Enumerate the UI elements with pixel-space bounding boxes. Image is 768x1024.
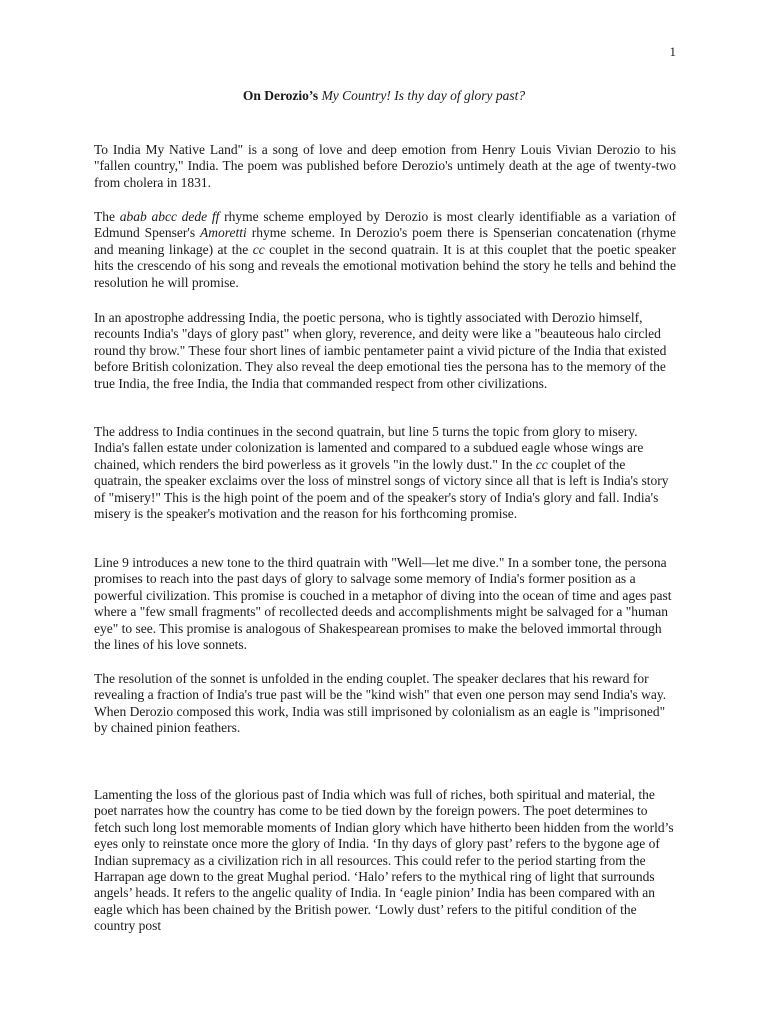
p2-cc-italic: cc <box>252 241 265 257</box>
paragraph-lament: Lamenting the loss of the glorious past of India which was full of riches, both spiritual and material, the poet narrates how the country has come to be tied down by the foreign powers. The poet determines to fetch such long lost memorable moments of Indian glory which have hitherto been hidden from the world’s eyes only to reinstate once more the glory of India. ‘In thy days of glory past’ refers to the bygone age of Indian supremacy as a civilization rich in all resources. This could refer to the period starting from the Harrapan age down to the great Mughal period. ‘Halo’ refers to the mythical ring of light that surrounds angels’ heads. It refers to the angelic quality of India. In ‘eagle pinion’ India has been compared with an eagle which has been chained by the British power. ‘Lowly dust’ refers to the pitiful condition of the country post <box>94 787 674 934</box>
p2-amoretti-italic: Amoretti <box>200 225 247 241</box>
p4-text-c: couplet of the quatrain, the speaker exclaims over the loss of minstrel songs of victory since all that is left is India's story of "misery!" This is the high point of the poem and of the speaker's story of India's glory and fall. India's misery is the speaker's motivation and the reason for his forthcoming promise. <box>94 456 669 522</box>
paragraph-apostrophe: In an apostrophe addressing India, the poetic persona, who is tightly associated with Derozio himself, recounts India's "days of glory past" when glory, reverence, and deity were like a "beauteous halo circled round thy brow." These four short lines of iambic pentameter paint a vivid picture of the India that existed before British colonization. They also reveal the deep emotional ties the persona has to the memory of the true India, the free India, the India that commanded respect from other civilizations. <box>94 310 667 391</box>
document-title <box>0 88 768 104</box>
title-lead: On Derozio’s <box>242 88 319 103</box>
paragraph-intro: To India My Native Land" is a song of love and deep emotion from Henry Louis Vivian Derozio to his "fallen country," India. The poem was published before Derozio's untimely death at the age of twenty-two from cholera in 1831. <box>94 142 676 190</box>
paragraph-rhyme-scheme <box>94 209 676 291</box>
p4-text-a: The address to India continues in the second quatrain, but line 5 turns the topic from glory to misery. India's fallen estate under colonization is lamented and compared to a subdued eagle whose wings are chained, which renders the bird powerless as it grovels "in the lowly dust." In the <box>94 424 644 472</box>
p2-text-a: The <box>94 209 120 224</box>
paragraph-resolution: The resolution of the sonnet is unfolded in the ending couplet. The speaker declares that his reward for revealing a fraction of India's true past will be the "kind wish" that even one person may send India's way. When Derozio composed this work, India was still imprisoned by colonialism as an eagle is "imprisoned" by chained pinion feathers. <box>94 671 667 736</box>
p2-text-c: rhyme scheme employed by Derozio is most clearly identifiable as a variation of Edmund Spenser's <box>94 209 676 241</box>
paragraph-third-quatrain: Line 9 introduces a new tone to the third quatrain with "Well—let me dive." In a somber tone, the persona promises to reach into the past days of glory to salvage some memory of India's former position as a powerful civilization. This promise is couched in a metaphor of diving into the ocean of time and ages past where a "few small fragments" of recollected deeds and accomplishments might be salvaged for a "human eye" to see. This promise is analogous of Shakespearean promises to make the beloved immortal through the lines of his love sonnets. <box>94 555 672 653</box>
p2-text-g: couplet in the second quatrain. It is at this couplet that the poetic speaker hits the crescendo of his song and reveals the emotional motivation behind the story he tells and behind the resolution he will promise. <box>94 241 676 290</box>
page-number: 1 <box>669 44 676 59</box>
p2-text-e: rhyme scheme. In Derozio's poem there is Spenserian concatenation (rhyme and meaning linkage) at the <box>94 225 676 257</box>
p2-rhyme-scheme-italic: abab abcc dede ff <box>119 209 220 224</box>
p4-cc-italic: cc <box>535 456 548 472</box>
paragraph-second-quatrain <box>94 424 676 522</box>
title-italic: My Country! Is thy day of glory past? <box>321 88 526 103</box>
